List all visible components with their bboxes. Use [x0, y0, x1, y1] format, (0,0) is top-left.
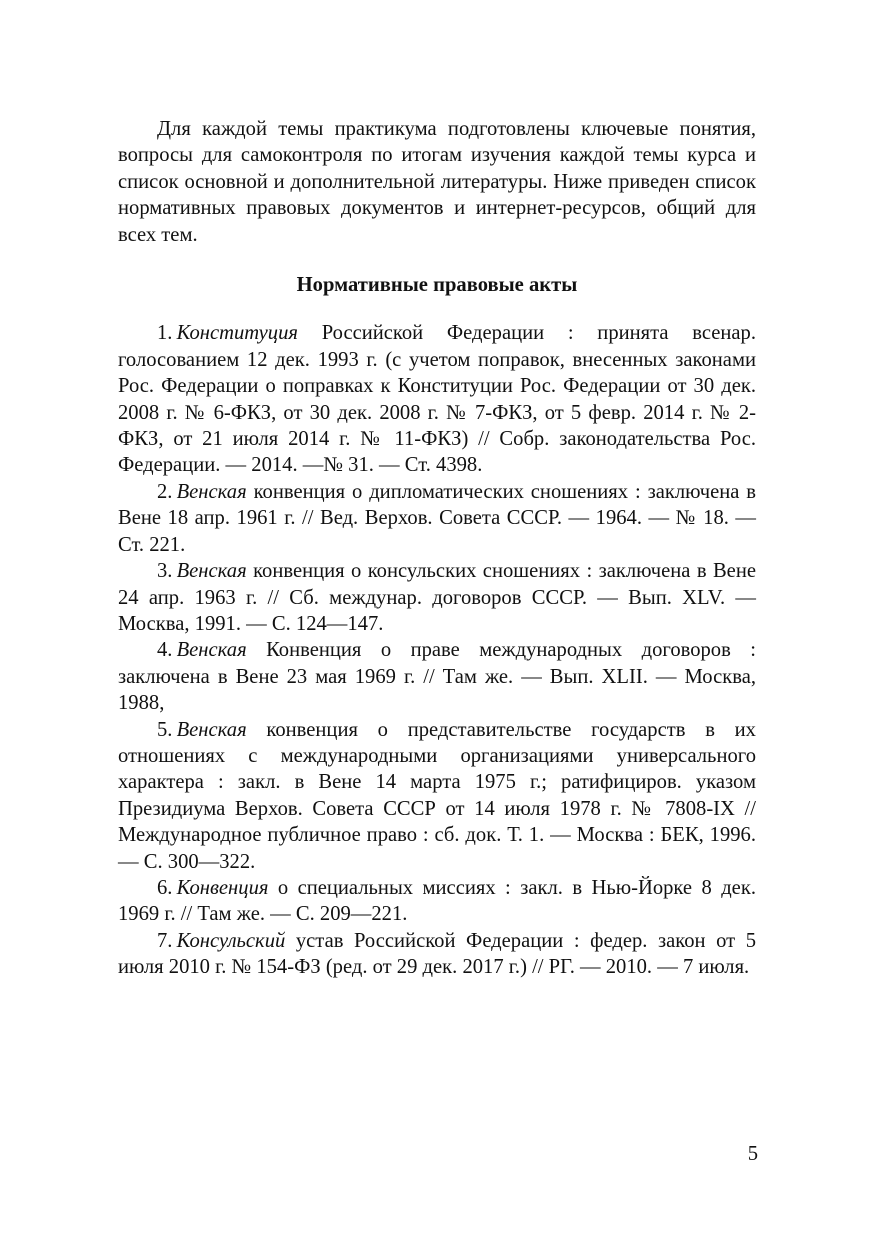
list-item: [118, 320, 756, 478]
list-item: [118, 717, 756, 875]
act-number: 2.: [157, 480, 173, 503]
act-number: 5.: [157, 718, 173, 741]
list-item: [118, 479, 756, 558]
act-number: 7.: [157, 929, 173, 952]
act-lead-word: Венская: [176, 639, 247, 662]
act-number: 6.: [157, 876, 173, 899]
act-text: Конвенция о праве международных договоров : заключена в Вене 23 мая 1969 г. // Там же. — Вып. XLII. — Москва, 1988,: [118, 639, 756, 715]
act-lead-word: Венская: [176, 480, 247, 503]
act-text: конвенция о консульских сношениях : заключена в Вене 24 апр. 1963 г. // Сб. междунар. договоров СССР. — Вып. XLV. — Москва, 1991. — С. 124—147.: [118, 560, 756, 635]
act-text: Российской Федерации : принята всенар. голосованием 12 дек. 1993 г. (с учетом поправок, внесенных законами Рос. Федерации о поправках к Конституции Рос. Федерации от 30 дек. 2008 г. № 6-ФКЗ, от 30 дек. 2008 г. № 7-ФКЗ, от 5 февр. 2014 г. № 2-ФКЗ, от 21 июля 2014 г. № 11-ФКЗ) // Собр. законодательства Рос. Федерации. — 2014. —№ 31. — Ст. 4398.: [118, 322, 756, 477]
act-number: 1.: [157, 322, 173, 345]
act-number: 4.: [157, 639, 173, 662]
intro-paragraph: Для каждой темы практикума подготовлены ключевые понятия, вопросы для самоконтроля по итогам изучения каждой темы курса и список основной и дополнительной литературы. Ниже приведен список нормативных правовых документов и интернет-ресурсов, общий для всех тем.: [118, 118, 756, 246]
act-lead-word: Венская: [176, 560, 247, 583]
act-text: о специальных миссиях : закл. в Нью-Йорке 8 дек. 1969 г. // Там же. — С. 209—221.: [118, 876, 756, 926]
list-item: [118, 875, 756, 928]
act-text: конвенция о дипломатических сношениях : заключена в Вене 18 апр. 1961 г. // Вед. Верхов. Совета СССР. — 1964. — № 18. — Ст. 221.: [118, 480, 757, 556]
act-lead-word: Венская: [176, 718, 247, 741]
act-text: устав Российской Федерации : федер. закон от 5 июля 2010 г. № 154-ФЗ (ред. от 29 дек. 2017 г.) // РГ. — 2010. — 7 июля.: [118, 929, 756, 979]
act-lead-word: Консульский: [176, 929, 286, 952]
legal-acts-list: [118, 320, 756, 980]
act-number: 3.: [157, 560, 173, 583]
section-heading: Нормативные правовые акты: [296, 274, 578, 297]
list-item: [118, 637, 756, 716]
act-text: конвенция о представительстве государств в их отношениях с международными организациями универсального характера : закл. в Вене 14 марта 1975 г.; ратифициров. указом Президиума Верхов. Совета СССР от 14 июля 1978 г. № 7808-IX // Международное публичное право : сб. док. Т. 1. — Москва : БЕК, 1996. — С. 300—322.: [118, 718, 756, 873]
act-lead-word: Конституция: [176, 322, 298, 345]
list-item: [118, 928, 756, 981]
list-item: [118, 558, 756, 637]
document-page: [118, 116, 756, 981]
act-lead-word: Конвенция: [176, 876, 269, 899]
page-number: 5: [747, 1143, 758, 1165]
